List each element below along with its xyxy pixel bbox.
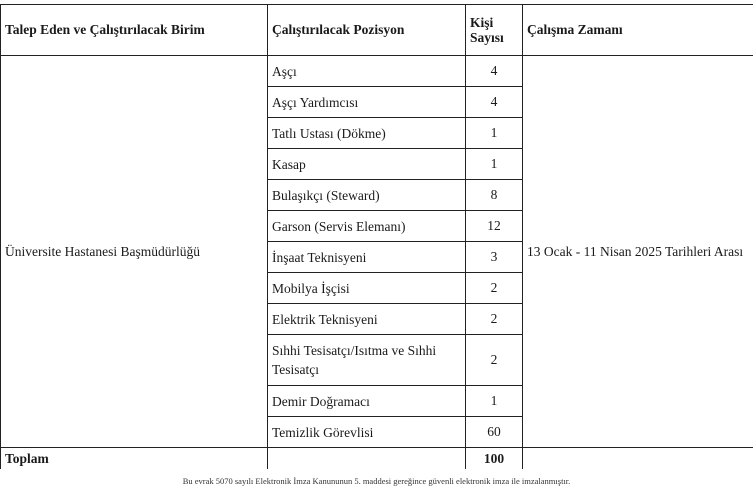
total-blank-cell (523, 448, 753, 470)
count-cell: 4 (466, 87, 523, 118)
count-cell: 60 (466, 417, 523, 448)
table-row (1, 56, 753, 87)
position-cell: Aşçı Yardımcısı (268, 87, 466, 118)
position-cell: Elektrik Teknisyeni (268, 304, 466, 335)
total-row (1, 448, 753, 470)
count-cell: 1 (466, 149, 523, 180)
count-cell: 2 (466, 335, 523, 386)
signature-footer-note: Bu evrak 5070 sayılı Elektronik İmza Kanununun 5. maddesi gereğince güvenli elektronik imza ile imzalanmıştır. (182, 476, 571, 486)
header-count-line1: Kişi (470, 15, 494, 30)
header-position: Çalıştırılacak Pozisyon (268, 5, 466, 56)
position-cell: Bulaşıkçı (Steward) (268, 180, 466, 211)
count-cell: 12 (466, 211, 523, 242)
position-cell: Temizlik Görevlisi (268, 417, 466, 448)
count-cell: 1 (466, 118, 523, 149)
header-unit: Talep Eden ve Çalıştırılacak Birim (1, 5, 268, 56)
position-cell: Aşçı (268, 56, 466, 87)
position-cell: Kasap (268, 149, 466, 180)
position-cell: Sıhhi Tesisatçı/Isıtma ve Sıhhi Tesisatçı (268, 335, 466, 386)
header-count-line2: Sayısı (470, 30, 504, 45)
count-cell: 2 (466, 273, 523, 304)
header-time: Çalışma Zamanı (523, 5, 753, 56)
staff-table (0, 4, 753, 469)
header-row (1, 5, 753, 56)
count-cell: 2 (466, 304, 523, 335)
count-cell: 8 (466, 180, 523, 211)
position-cell: İnşaat Teknisyeni (268, 242, 466, 273)
position-cell: Demir Doğramacı (268, 386, 466, 417)
position-cell: Tatlı Ustası (Dökme) (268, 118, 466, 149)
count-cell: 4 (466, 56, 523, 87)
total-blank-cell (268, 448, 466, 470)
position-cell: Mobilya İşçisi (268, 273, 466, 304)
time-cell: 13 Ocak - 11 Nisan 2025 Tarihleri Arası (523, 56, 753, 448)
unit-cell: Üniversite Hastanesi Başmüdürlüğü (1, 56, 268, 448)
count-cell: 3 (466, 242, 523, 273)
header-count (466, 5, 523, 56)
position-cell: Garson (Servis Elemanı) (268, 211, 466, 242)
total-value: 100 (466, 448, 523, 470)
count-cell: 1 (466, 386, 523, 417)
total-label: Toplam (1, 448, 268, 470)
